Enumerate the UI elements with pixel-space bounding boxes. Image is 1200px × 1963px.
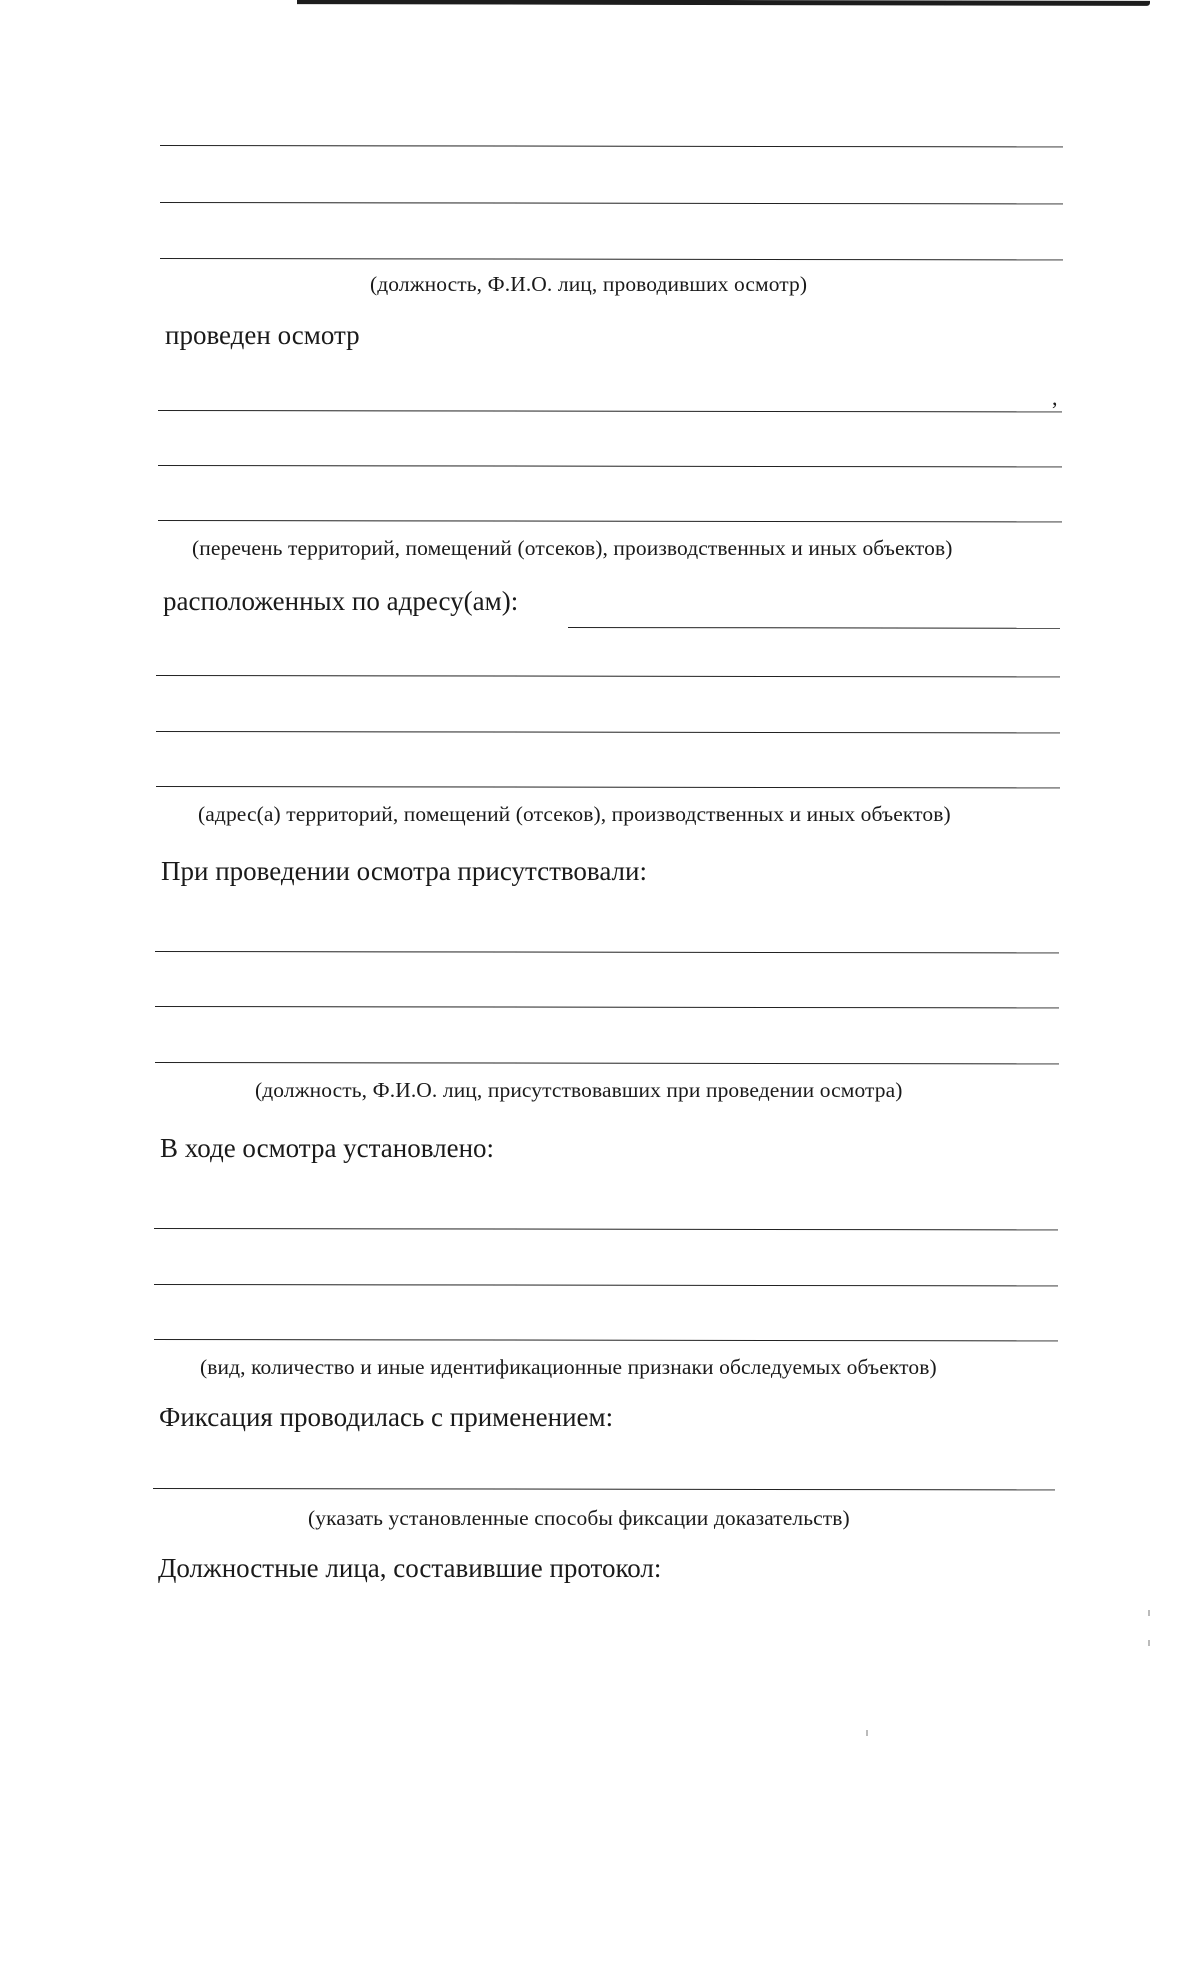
scan-speck (1148, 1640, 1150, 1646)
scan-speck (1148, 1610, 1150, 1616)
objects-list-caption: (перечень территорий, помещений (отсеков), производственных и иных объектов) (192, 536, 953, 560)
fixation-caption: (указать установленные способы фиксации доказательств) (308, 1506, 850, 1530)
addresses-caption: (адрес(а) территорий, помещений (отсеков), производственных и иных объектов) (198, 802, 951, 826)
attendees-line-1[interactable] (155, 951, 1059, 953)
objects-line-2[interactable] (158, 465, 1062, 467)
attendees-line-2[interactable] (155, 1006, 1059, 1008)
objects-line-3[interactable] (158, 520, 1062, 522)
address-line-3[interactable] (156, 731, 1060, 733)
inspectors-caption: (должность, Ф.И.О. лиц, проводивших осмотр) (370, 272, 808, 296)
address-line-2[interactable] (156, 675, 1060, 677)
officials-label: Должностные лица, составившие протокол: (158, 1553, 662, 1583)
inspectors-line-2[interactable] (160, 202, 1063, 204)
present-label: При проведении осмотра присутствовали: (161, 856, 647, 886)
fixation-label: Фиксация проводилась с применением: (159, 1402, 614, 1432)
address-line-4[interactable] (156, 786, 1060, 788)
inspectors-line-1[interactable] (160, 145, 1063, 147)
scan-speck (866, 1730, 868, 1736)
objects-line-1[interactable] (158, 410, 1062, 412)
attendees-caption: (должность, Ф.И.О. лиц, присутствовавших при проведении осмотра) (255, 1078, 903, 1102)
address-line-1[interactable] (568, 627, 1060, 629)
attendees-line-3[interactable] (155, 1062, 1059, 1064)
findings-caption: (вид, количество и иные идентификационные признаки обследуемых объектов) (200, 1355, 937, 1379)
located-at-label: расположенных по адресу(ам): (163, 586, 519, 616)
findings-line-3[interactable] (154, 1339, 1058, 1341)
comma-mark: , (1052, 385, 1058, 410)
findings-line-1[interactable] (154, 1228, 1058, 1230)
established-label: В ходе осмотра установлено: (160, 1133, 495, 1163)
findings-line-2[interactable] (154, 1284, 1058, 1286)
inspectors-line-3[interactable] (160, 258, 1063, 260)
scan-top-edge (297, 0, 1150, 6)
inspection-held-label: проведен осмотр (165, 320, 360, 350)
fixation-line[interactable] (153, 1488, 1055, 1490)
